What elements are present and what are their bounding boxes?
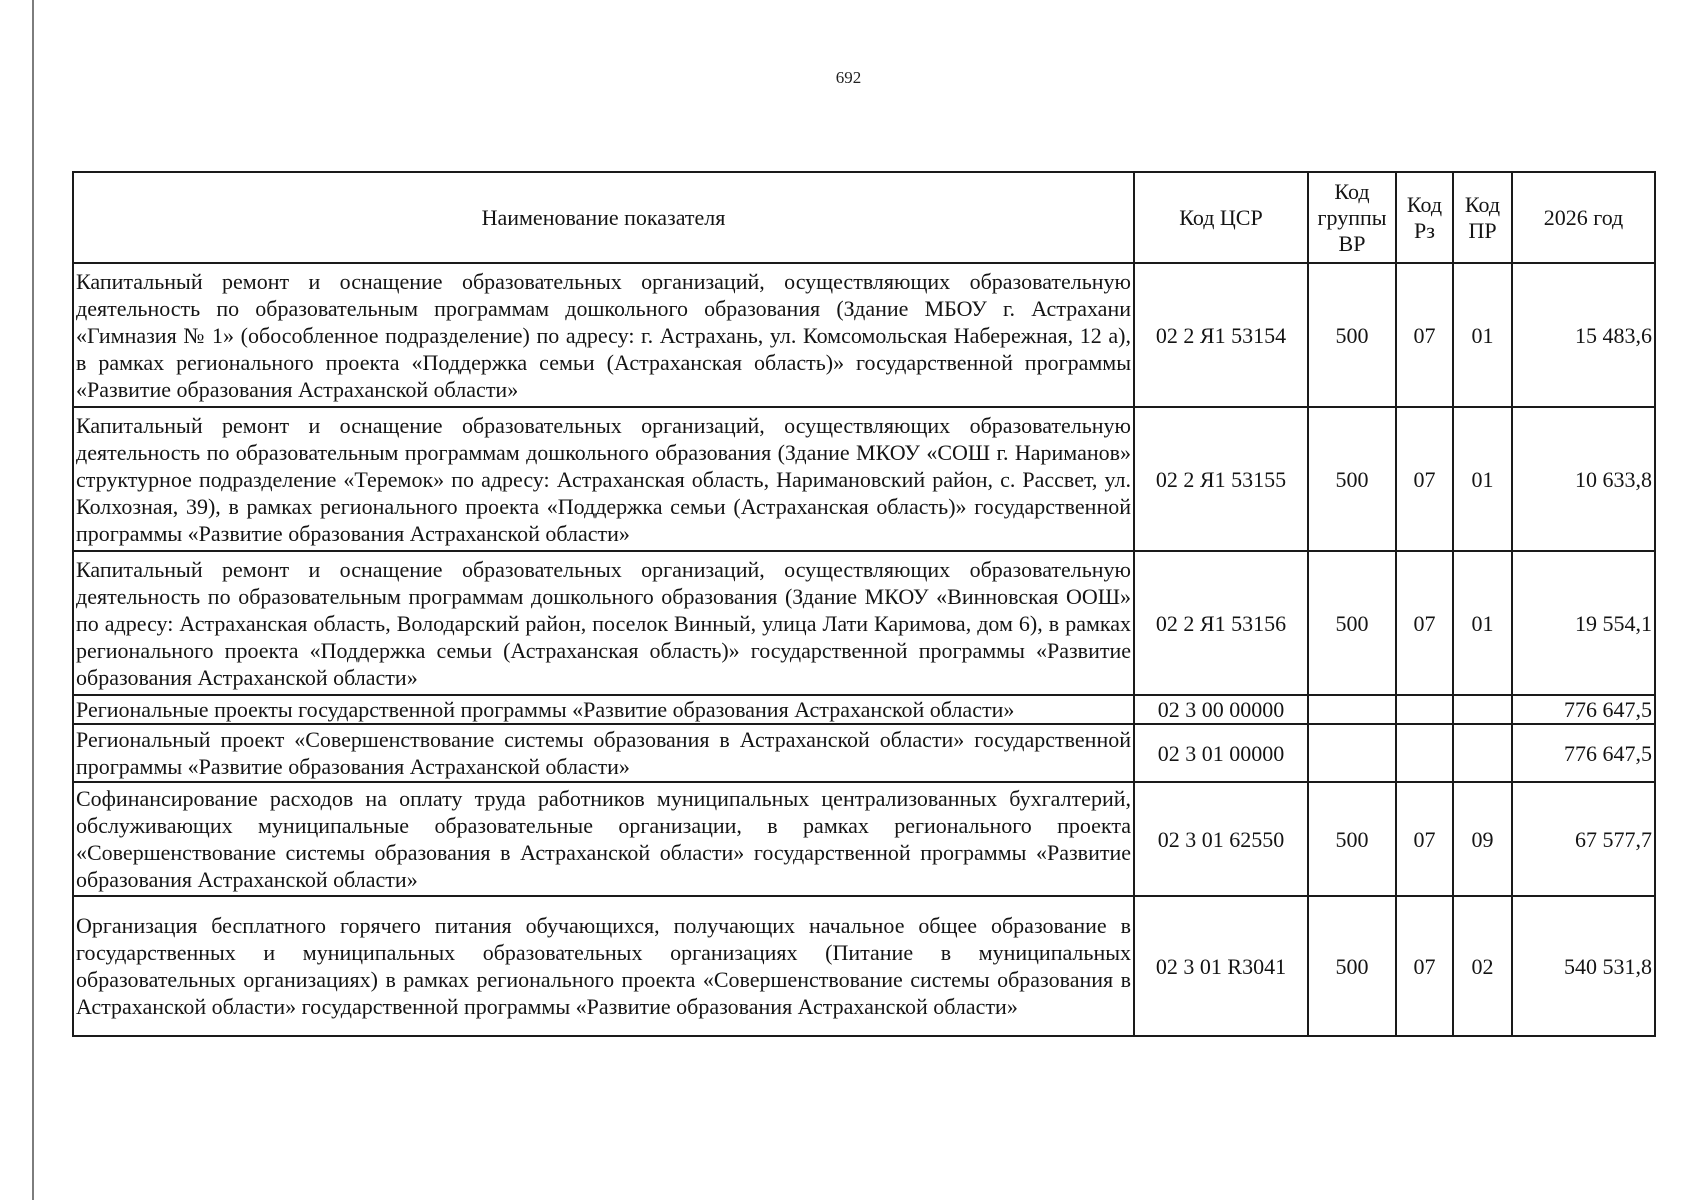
header-name: Наименование показателя (73, 172, 1134, 263)
scan-edge-line (32, 0, 34, 1200)
row-amount: 67 577,7 (1512, 782, 1655, 896)
header-pr: Код ПР (1453, 172, 1512, 263)
row-rz: 07 (1396, 263, 1453, 407)
row-name: Региональные проекты государственной программы «Развитие образования Астраханской области» (73, 695, 1134, 724)
row-pr: 09 (1453, 782, 1512, 896)
row-pr: 01 (1453, 263, 1512, 407)
row-amount: 776 647,5 (1512, 695, 1655, 724)
row-csr: 02 3 01 00000 (1134, 724, 1308, 782)
row-vr: 500 (1308, 263, 1396, 407)
row-amount: 15 483,6 (1512, 263, 1655, 407)
row-vr: 500 (1308, 551, 1396, 695)
row-rz: 07 (1396, 551, 1453, 695)
row-rz (1396, 724, 1453, 782)
table-row (73, 407, 1655, 551)
table-row (73, 551, 1655, 695)
row-vr (1308, 724, 1396, 782)
row-vr: 500 (1308, 407, 1396, 551)
row-pr: 02 (1453, 896, 1512, 1036)
row-amount: 19 554,1 (1512, 551, 1655, 695)
row-name: Организация бесплатного горячего питания обучающихся, получающих начальное общее образование в государственных и муниципальных образовательных организациях (Питание в муниципальных образовательных организациях) в рамках регионального проекта «Совершенствование системы образования в Астраханской области» государственной программы «Развитие образования Астраханской области» (73, 896, 1134, 1036)
row-pr (1453, 724, 1512, 782)
row-csr: 02 3 01 R3041 (1134, 896, 1308, 1036)
row-amount: 540 531,8 (1512, 896, 1655, 1036)
table-row (73, 263, 1655, 407)
row-amount: 10 633,8 (1512, 407, 1655, 551)
row-rz: 07 (1396, 896, 1453, 1036)
row-rz: 07 (1396, 782, 1453, 896)
table-row (73, 695, 1655, 724)
table-header-row (73, 172, 1655, 263)
budget-table (72, 171, 1656, 1037)
row-name: Капитальный ремонт и оснащение образовательных организаций, осуществляющих образовательную деятельность по образовательным программам дошкольного образования (Здание МКОУ «СОШ г. Нариманов» структурное подразделение «Теремок» по адресу: Астраханская область, Наримановский район, с. Рассвет, ул. Колхозная, 39), в рамках регионального проекта «Поддержка семьи (Астраханская область)» государственной программы «Развитие образования Астраханской области» (73, 407, 1134, 551)
row-csr: 02 3 00 00000 (1134, 695, 1308, 724)
row-name: Капитальный ремонт и оснащение образовательных организаций, осуществляющих образовательную деятельность по образовательным программам дошкольного образования (Здание МКОУ «Винновская ООШ» по адресу: Астраханская область, Володарский район, поселок Винный, улица Лати Каримова, дом 6), в рамках регионального проекта «Поддержка семьи (Астраханская область)» государственной программы «Развитие образования Астраханской области» (73, 551, 1134, 695)
row-amount: 776 647,5 (1512, 724, 1655, 782)
row-csr: 02 3 01 62550 (1134, 782, 1308, 896)
row-vr: 500 (1308, 782, 1396, 896)
row-pr (1453, 695, 1512, 724)
header-rz: Код Рз (1396, 172, 1453, 263)
table-row (73, 896, 1655, 1036)
header-vr: Код группы ВР (1308, 172, 1396, 263)
row-vr: 500 (1308, 896, 1396, 1036)
row-csr: 02 2 Я1 53154 (1134, 263, 1308, 407)
row-vr (1308, 695, 1396, 724)
row-name: Капитальный ремонт и оснащение образовательных организаций, осуществляющих образовательную деятельность по образовательным программам дошкольного образования (Здание МБОУ г. Астрахани «Гимназия № 1» (обособленное подразделение) по адресу: г. Астрахань, ул. Комсомольская Набережная, 12 а), в рамках регионального проекта «Поддержка семьи (Астраханская область)» государственной программы «Развитие образования Астраханской области» (73, 263, 1134, 407)
table-row (73, 724, 1655, 782)
header-csr: Код ЦСР (1134, 172, 1308, 263)
row-rz: 07 (1396, 407, 1453, 551)
page-number: 692 (835, 68, 862, 87)
row-name: Софинансирование расходов на оплату труда работников муниципальных централизованных бухгалтерий, обслуживающих муниципальные образовательные организации, в рамках регионального проекта «Совершенствование системы образования в Астраханской области» государственной программы «Развитие образования Астраханской области» (73, 782, 1134, 896)
row-name: Региональный проект «Совершенствование системы образования в Астраханской области» государственной программы «Развитие образования Астраханской области» (73, 724, 1134, 782)
table-row (73, 782, 1655, 896)
row-pr: 01 (1453, 551, 1512, 695)
row-csr: 02 2 Я1 53156 (1134, 551, 1308, 695)
row-pr: 01 (1453, 407, 1512, 551)
row-rz (1396, 695, 1453, 724)
row-csr: 02 2 Я1 53155 (1134, 407, 1308, 551)
header-amount: 2026 год (1512, 172, 1655, 263)
